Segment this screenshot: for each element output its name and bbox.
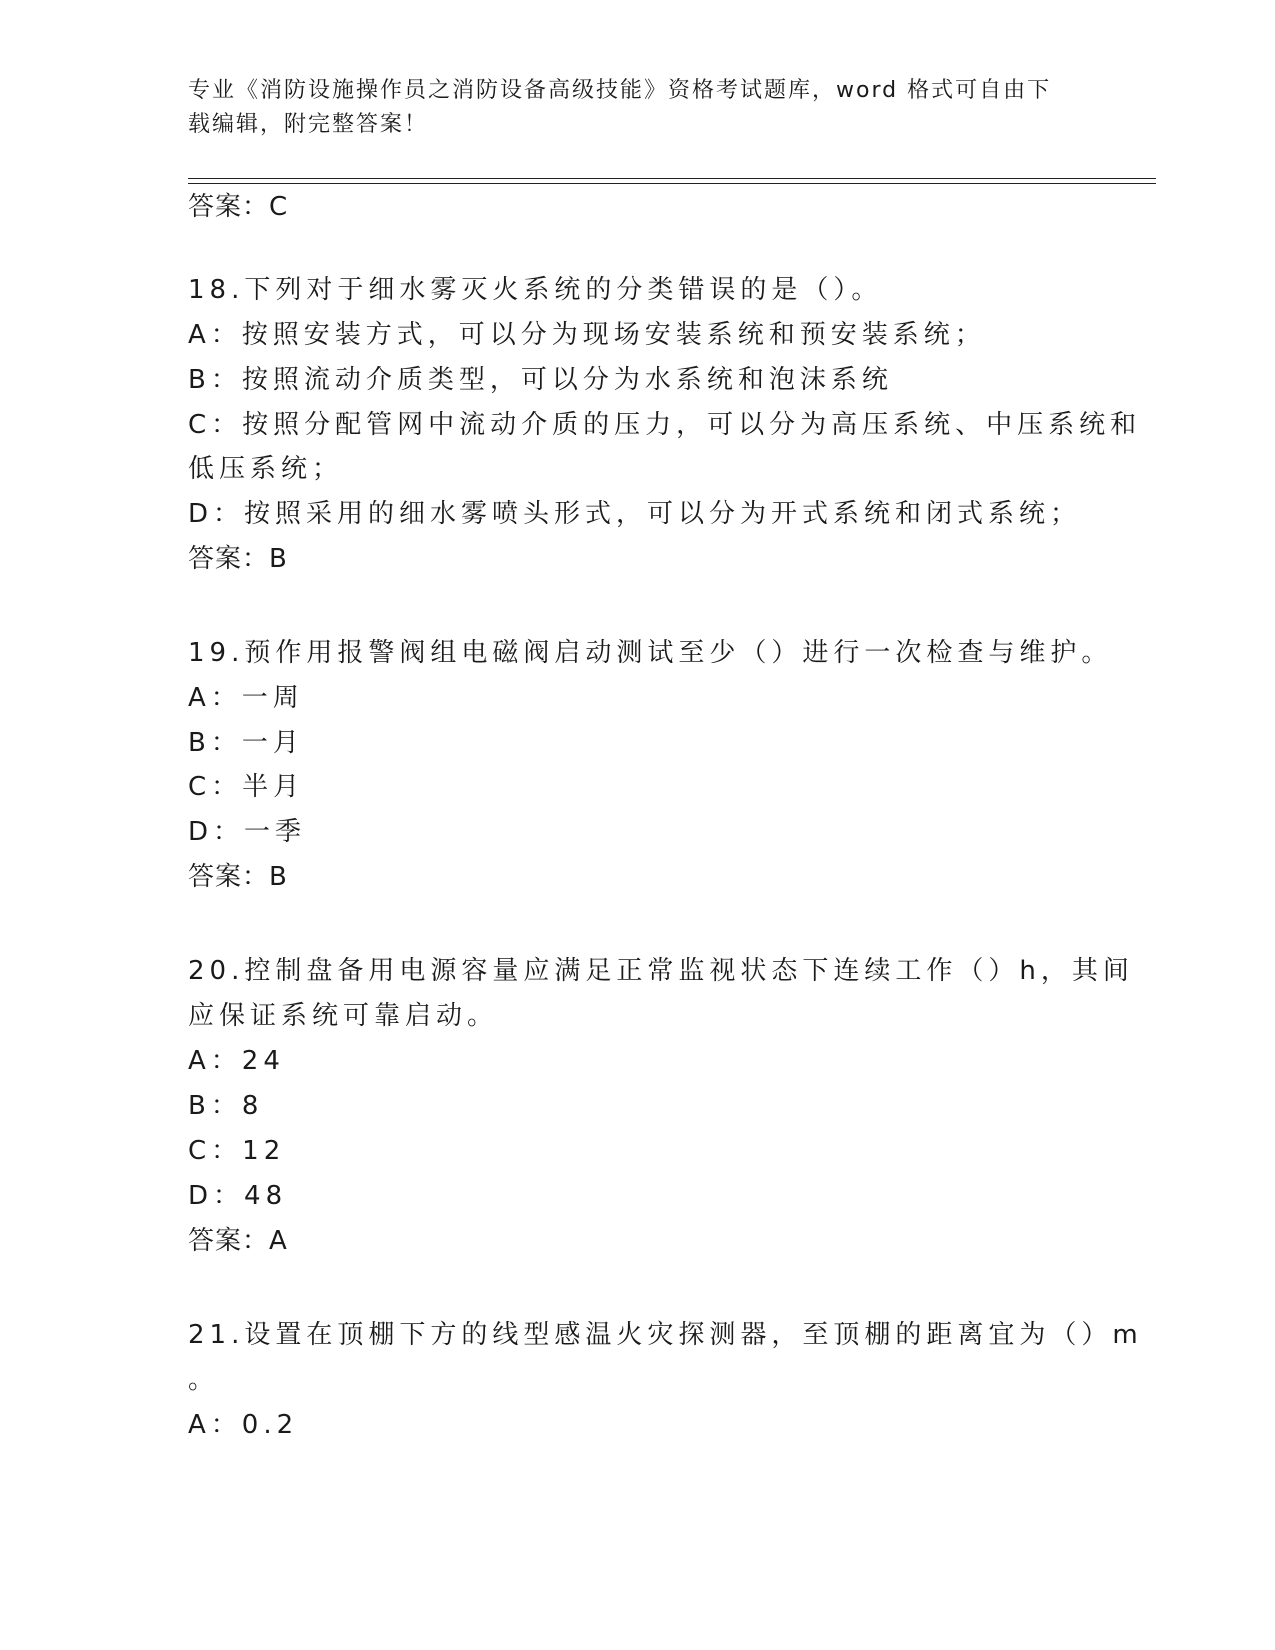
answer-prev: 答案：C xyxy=(188,192,289,222)
q20-answer: 答案：A xyxy=(188,1226,288,1256)
q21-question-line1: 21.设置在顶棚下方的线型感温火灾探测器，至顶棚的距离宜为（）m xyxy=(188,1320,1143,1350)
q19-option-d: D：一季 xyxy=(188,817,307,847)
q21-option-a: A：0.2 xyxy=(188,1410,299,1440)
q21-question-line2: 。 xyxy=(188,1365,220,1395)
q20-question-line1: 20.控制盘备用电源容量应满足正常监视状态下连续工作（）h，其间 xyxy=(188,956,1134,986)
q18-option-a: A：按照安装方式，可以分为现场安装系统和预安装系统； xyxy=(188,320,986,350)
q20-question-line2: 应保证系统可靠启动。 xyxy=(188,1001,499,1031)
q20-option-c: C：12 xyxy=(188,1136,286,1166)
q19-answer: 答案：B xyxy=(188,862,288,892)
q18-option-c-line1: C：按照分配管网中流动介质的压力，可以分为高压系统、中压系统和 xyxy=(188,410,1142,440)
q19-option-a: A：一周 xyxy=(188,683,304,713)
q18-answer: 答案：B xyxy=(188,544,288,574)
q18-option-d: D：按照采用的细水雾喷头形式，可以分为开式系统和闭式系统； xyxy=(188,499,1082,529)
header-divider-top xyxy=(188,178,1156,179)
q20-option-b: B：8 xyxy=(188,1091,264,1121)
q20-option-a: A：24 xyxy=(188,1046,285,1076)
q20-option-d: D：48 xyxy=(188,1181,288,1211)
q18-option-b: B：按照流动介质类型，可以分为水系统和泡沫系统 xyxy=(188,365,893,395)
q19-option-c: C：半月 xyxy=(188,772,305,802)
q18-option-c-line2: 低压系统； xyxy=(188,454,344,484)
header-divider-bottom xyxy=(188,183,1156,184)
document-header: 专业《消防设施操作员之消防设备高级技能》资格考试题库，word 格式可自由下载编辑，附完整答案！ xyxy=(188,78,1052,137)
q19-question: 19.预作用报警阀组电磁阀启动测试至少（）进行一次检查与维护。 xyxy=(188,638,1113,668)
q19-option-b: B：一月 xyxy=(188,728,304,758)
q18-question: 18.下列对于细水雾灭火系统的分类错误的是（）。 xyxy=(188,275,883,305)
